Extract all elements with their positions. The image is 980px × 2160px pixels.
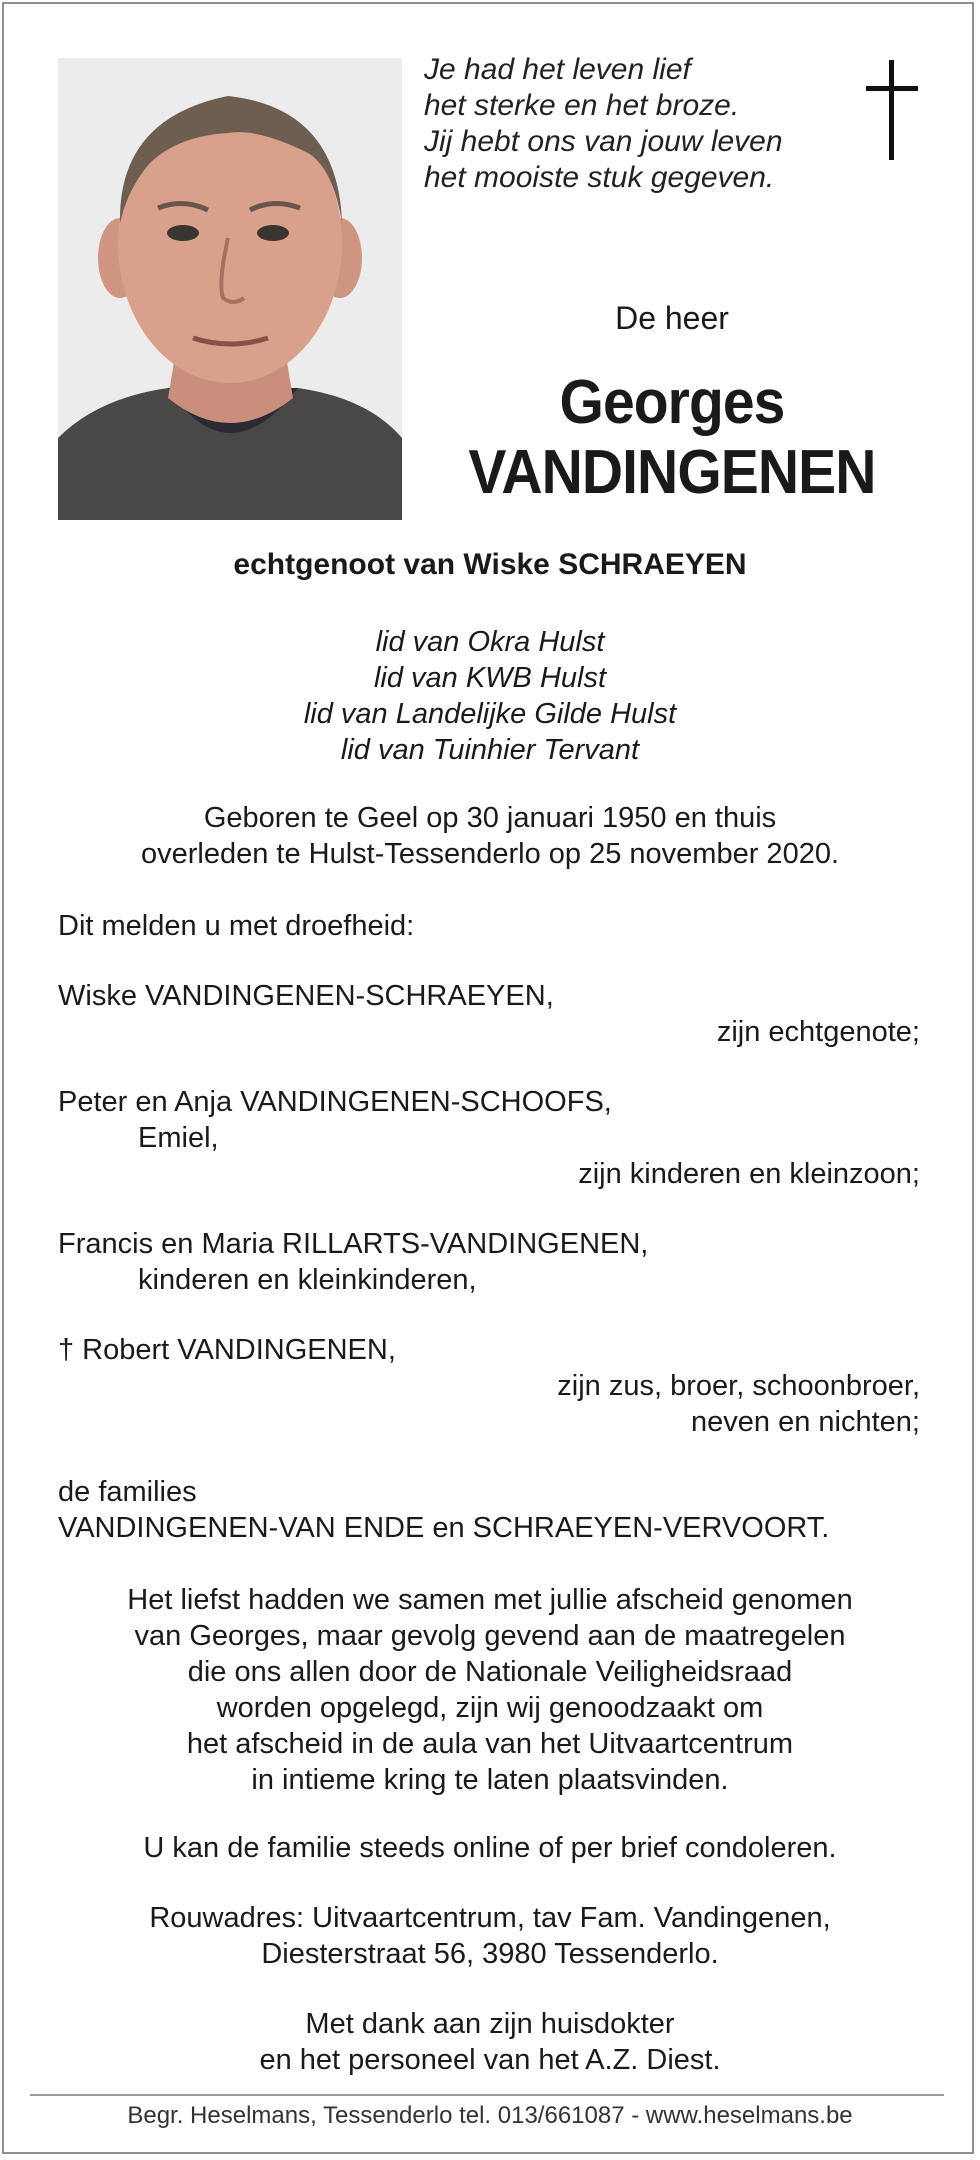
- membership-item: lid van KWB Hulst: [373, 662, 607, 694]
- salutation: De heer: [615, 300, 729, 336]
- families-names: VANDINGENEN-VAN ENDE en SCHRAEYEN-VERVOORT.: [58, 1512, 830, 1544]
- birth-death-info: [0, 800, 980, 872]
- family-grandchildren: kinderen en kleinkinderen,: [138, 1264, 477, 1296]
- cross-icon: [862, 60, 922, 160]
- poem-line: het sterke en het broze.: [424, 89, 740, 122]
- spouse-line: echtgenoot van Wiske SCHRAEYEN: [233, 548, 747, 581]
- family-child2: Francis en Maria RILLARTS-VANDINGENEN,: [58, 1228, 649, 1260]
- death-line: overleden te Hulst-Tessenderlo op 25 november 2020.: [140, 838, 840, 870]
- announce-intro: Dit melden u met droefheid:: [58, 910, 415, 942]
- thanks-line: Met dank aan zijn huisdokter: [305, 2008, 675, 2040]
- thanks-line: en het personeel van het A.Z. Diest.: [259, 2044, 721, 2076]
- mourning-address: [0, 1900, 980, 1972]
- condolence-note: U kan de familie steeds online of per brief condoleren.: [143, 1832, 837, 1864]
- poem-line: het mooiste stuk gegeven.: [424, 161, 775, 194]
- families-label: de families: [58, 1476, 197, 1508]
- portrait-photo: [58, 58, 402, 520]
- family-siblings-role-1: zijn zus, broer, schoonbroer,: [557, 1370, 920, 1402]
- family-wife: Wiske VANDINGENEN-SCHRAEYEN,: [58, 980, 554, 1012]
- farewell-line: van Georges, maar gevolg gevend aan de maatregelen: [134, 1620, 846, 1652]
- membership-item: lid van Okra Hulst: [375, 626, 605, 658]
- poem: [424, 52, 844, 196]
- memberships: [0, 624, 980, 768]
- poem-line: Je had het leven lief: [424, 53, 691, 86]
- first-name: Georges: [559, 368, 785, 437]
- family-siblings-role-2: neven en nichten;: [691, 1406, 920, 1438]
- birth-line: Geboren te Geel op 30 januari 1950 en thuis: [203, 802, 777, 834]
- family-grandson: Emiel,: [138, 1122, 219, 1154]
- last-name: VANDINGENEN: [468, 438, 876, 507]
- family-children-role: zijn kinderen en kleinzoon;: [578, 1158, 920, 1190]
- footer-divider: [30, 2094, 944, 2096]
- poem-line: Jij hebt ons van jouw leven: [424, 125, 783, 158]
- thanks-note: [0, 2006, 980, 2078]
- funeral-home-footer: Begr. Heselmans, Tessenderlo tel. 013/661087 - www.heselmans.be: [127, 2102, 853, 2129]
- family-wife-role: zijn echtgenote;: [716, 1016, 920, 1048]
- address-line: Rouwadres: Uitvaartcentrum, tav Fam. Vandingenen,: [149, 1902, 831, 1934]
- membership-item: lid van Landelijke Gilde Hulst: [303, 698, 677, 730]
- address-line: Diesterstraat 56, 3980 Tessenderlo.: [261, 1938, 719, 1970]
- farewell-line: die ons allen door de Nationale Veiligheidsraad: [187, 1656, 793, 1688]
- membership-item: lid van Tuinhier Tervant: [340, 734, 640, 766]
- farewell-line: het afscheid in de aula van het Uitvaartcentrum: [186, 1728, 794, 1760]
- deceased-name: [433, 368, 911, 508]
- farewell-line: in intieme kring te laten plaatsvinden.: [251, 1764, 729, 1796]
- farewell-line: worden opgelegd, zijn wij genoodzaakt om: [216, 1692, 764, 1724]
- farewell-line: Het liefst hadden we samen met jullie afscheid genomen: [127, 1584, 853, 1616]
- family-child1: Peter en Anja VANDINGENEN-SCHOOFS,: [58, 1086, 612, 1118]
- farewell-text: [0, 1582, 980, 1798]
- family-deceased-brother: † Robert VANDINGENEN,: [58, 1334, 396, 1366]
